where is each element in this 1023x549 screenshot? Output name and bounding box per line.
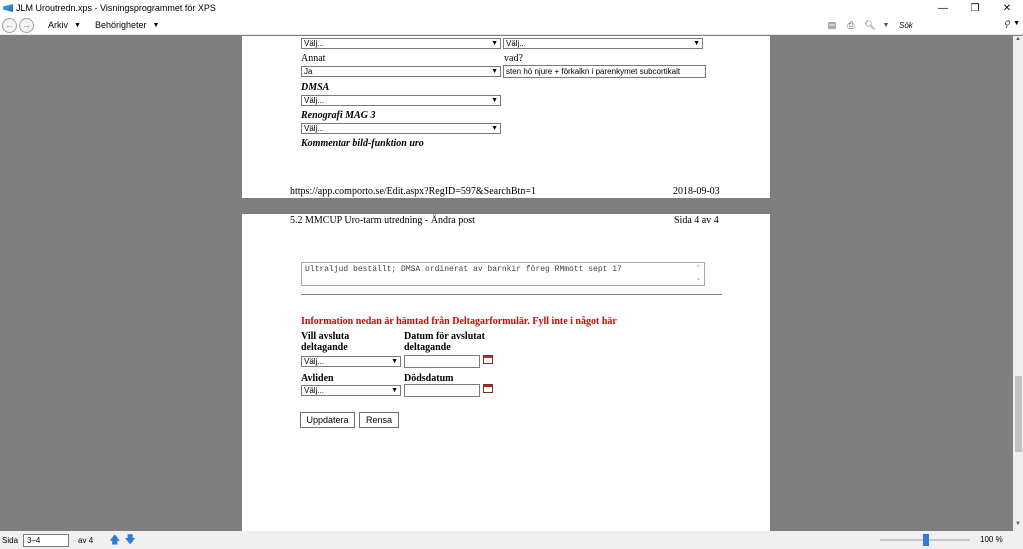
minimize-button[interactable]: — xyxy=(938,2,948,14)
back-arrow-icon: ← xyxy=(5,20,14,30)
scroll-thumb[interactable] xyxy=(1015,376,1022,452)
chevron-down-icon: ▼ xyxy=(391,387,398,394)
scroll-down-icon[interactable]: ▼ xyxy=(1015,521,1021,527)
vill-avsluta-label-line1: Vill avsluta xyxy=(301,331,350,342)
dodsdatum-label: Dödsdatum xyxy=(404,373,454,384)
close-button[interactable]: ✕ xyxy=(1002,2,1012,14)
vertical-scrollbar[interactable] xyxy=(1013,36,1023,531)
document-viewer[interactable] xyxy=(0,36,1023,531)
menu-arkiv-label: Arkiv xyxy=(48,20,68,30)
avliden-select[interactable] xyxy=(301,385,401,396)
xps-app-icon xyxy=(3,4,13,12)
search-input[interactable] xyxy=(895,18,1023,33)
select-right-value: Välj... xyxy=(506,39,527,48)
forward-button[interactable] xyxy=(19,18,34,33)
dmsa-select[interactable] xyxy=(301,95,501,106)
page-header-number: Sida 4 av 4 xyxy=(674,215,719,226)
menu-behorigheter[interactable] xyxy=(95,20,159,30)
comment-textarea[interactable] xyxy=(301,262,705,286)
dmsa-label: DMSA xyxy=(301,82,330,93)
dodsdatum-field[interactable] xyxy=(404,384,480,397)
renografi-label: Renografi MAG 3 xyxy=(301,110,376,121)
maximize-button[interactable]: ❐ xyxy=(970,2,980,14)
chevron-down-icon: ▼ xyxy=(491,40,498,47)
datum-avslut-field[interactable] xyxy=(404,355,480,368)
page-view-icon[interactable]: ▤ xyxy=(827,20,837,30)
menu-bar xyxy=(0,16,1023,35)
renografi-select-value: Välj... xyxy=(304,124,325,133)
datum-avslut-label xyxy=(404,331,485,353)
dmsa-select-value: Välj... xyxy=(304,96,325,105)
footer-url: https://app.comporto.se/Edit.aspx?RegID=597&SearchBtn=1 xyxy=(290,186,536,197)
zoom-level: 100 % xyxy=(980,535,1003,544)
vad-label: vad? xyxy=(504,53,523,64)
print-icon[interactable]: ⎙ xyxy=(847,20,855,30)
divider xyxy=(301,294,722,295)
zoom-slider-thumb[interactable] xyxy=(923,534,929,546)
chevron-down-icon: ▼ xyxy=(491,68,498,75)
vill-avsluta-select[interactable] xyxy=(301,356,401,367)
back-button[interactable] xyxy=(2,18,17,33)
menu-arkiv[interactable] xyxy=(48,20,81,30)
previous-page-icon[interactable]: 🡅 xyxy=(109,533,121,546)
chevron-down-icon: ▼ xyxy=(491,97,498,104)
chevron-down-icon: ▼ xyxy=(152,21,160,29)
page-number-input[interactable]: 3–4 xyxy=(23,534,69,547)
document-page-3 xyxy=(242,36,770,198)
comment-text: Ultraljud beställt; DMSA ordinerat av barnkir föreg RMmott sept 17 xyxy=(305,265,622,274)
window-title: JLM Uroutredn.xps - Visningsprogrammet för XPS xyxy=(16,3,216,13)
avliden-select-value: Välj... xyxy=(304,386,325,395)
total-pages-label: av 4 xyxy=(78,535,94,545)
menu-behorigheter-label: Behörigheter xyxy=(94,20,147,30)
chevron-down-icon: ▼ xyxy=(491,125,498,132)
kommentar-label: Kommentar bild-funktion uro xyxy=(301,138,424,149)
chevron-down-icon: ▼ xyxy=(391,358,398,365)
chevron-down-icon: ▼ xyxy=(74,21,81,29)
calendar-icon[interactable] xyxy=(483,384,493,393)
select-left[interactable] xyxy=(301,38,501,49)
annat-select[interactable] xyxy=(301,66,501,77)
search-icon[interactable]: ⚲ xyxy=(1003,19,1010,29)
red-notice: Information nedan är hämtad från Deltagarformulär. Fyll inte i något här xyxy=(301,316,617,327)
chevron-down-icon: ▼ xyxy=(693,40,700,47)
avliden-label: Avliden xyxy=(301,373,334,384)
zoom-dropdown-icon[interactable]: ▼ xyxy=(882,22,890,29)
datum-avslut-label-line1: Datum för avslutat xyxy=(404,331,485,342)
status-bar xyxy=(0,531,1023,549)
vill-avsluta-label-line2: deltagande xyxy=(301,342,348,353)
calendar-icon[interactable] xyxy=(483,355,493,364)
vill-avsluta-select-value: Välj... xyxy=(304,357,325,366)
forward-arrow-icon: → xyxy=(22,20,31,30)
zoom-icon[interactable]: 🔍︎ xyxy=(864,20,876,30)
datum-avslut-label-line2: deltagande xyxy=(404,342,451,353)
scroll-up-icon[interactable]: ▲ xyxy=(1015,36,1021,42)
select-right[interactable] xyxy=(503,38,703,49)
search-options-icon[interactable]: ▼ xyxy=(1013,20,1020,27)
vad-field[interactable]: sten hö njure + förkalkn i parenkymet subcortikalt xyxy=(503,65,706,78)
search-placeholder: Sök xyxy=(899,21,913,30)
title-bar xyxy=(0,0,1023,16)
footer-date: 2018-09-03 xyxy=(673,186,720,197)
uppdatera-button[interactable]: Uppdatera xyxy=(300,412,355,428)
renografi-select[interactable] xyxy=(301,123,501,134)
window-controls xyxy=(927,0,1023,16)
vill-avsluta-label xyxy=(301,331,349,353)
sida-label: Sida xyxy=(2,535,19,545)
annat-label: Annat xyxy=(301,53,326,64)
annat-select-value: Ja xyxy=(304,67,313,76)
document-page-4 xyxy=(242,214,770,531)
toolbar-right xyxy=(825,16,1023,35)
textarea-scrollbar[interactable]: ⌃ ⌄ xyxy=(695,265,702,283)
next-page-icon[interactable]: 🡇 xyxy=(124,533,136,546)
page-header-title: 5.2 MMCUP Uro-tarm utredning - Ändra post xyxy=(290,215,475,226)
rensa-button[interactable]: Rensa xyxy=(359,412,399,428)
select-left-value: Välj... xyxy=(304,39,325,48)
